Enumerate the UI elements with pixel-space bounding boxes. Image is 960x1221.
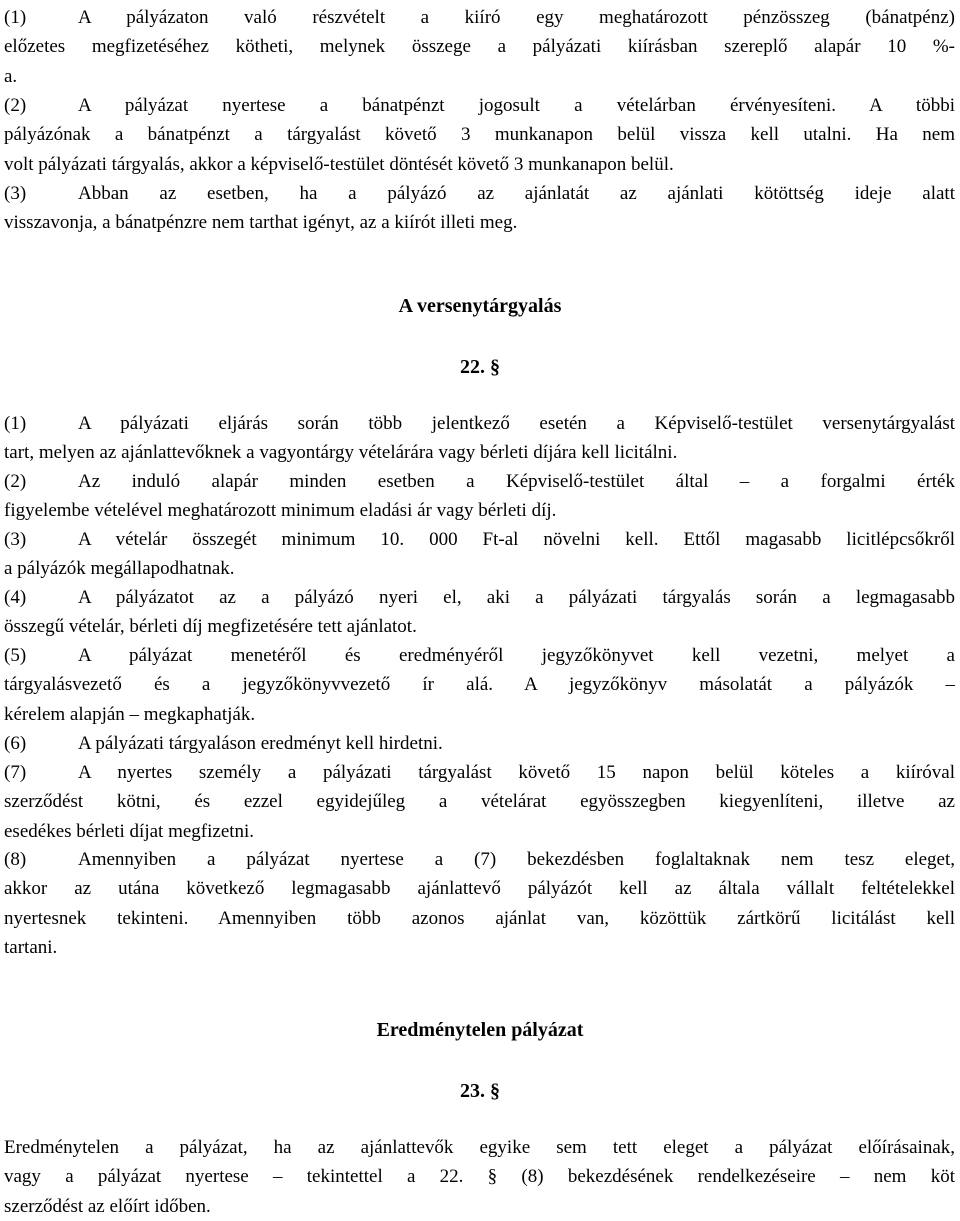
paragraph-text: tart, melyen az ajánlattevőknek a vagyontárgy vételárára vagy bérleti díjára kell licitálni. — [4, 442, 678, 464]
paragraph-text: a. — [4, 65, 18, 87]
paragraph-number: (1) — [4, 7, 27, 28]
paragraph-text: szerződést kötni, és ezzel egyidejűleg a vételárat egyösszegben kiegyenlíteni, illetve az — [4, 791, 955, 813]
paragraph-text: tartani. — [4, 936, 58, 958]
paragraph-text: kérelem alapján – megkaphatják. — [4, 703, 256, 725]
paragraph-text: A pályázaton való részvételt a kiíró egy meghatározott pénzösszeg (bánatpénz) — [78, 7, 955, 28]
paragraph-bid-bond-2 — [4, 91, 955, 179]
paragraph-text: figyelembe vételével meghatározott minimum eladási ár vagy bérleti díj. — [4, 500, 557, 522]
paragraph-number: (1) — [4, 413, 27, 434]
paragraph-22-1 — [4, 409, 955, 468]
paragraph-text: esedékes bérleti díjat megfizetni. — [4, 820, 255, 842]
paragraph-text: Abban az esetben, ha a pályázó az ajánlatát az ajánlati kötöttség ideje alatt — [78, 183, 955, 204]
paragraph-text: a pályázók megállapodhatnak. — [4, 558, 235, 580]
paragraph-text: előzetes megfizetéséhez kötheti, melynek összege a pályázati kiírásban szereplő alapár 10 %- — [4, 36, 955, 58]
paragraph-text: A vételár összegét minimum 10. 000 Ft-al növelni kell. Ettől magasabb licitlépcsőkről — [78, 529, 955, 550]
paragraph-text: vagy a pályázat nyertese – tekintettel a 22. § (8) bekezdésének rendelkezéseire – nem köt — [4, 1166, 955, 1188]
section-number: 22. § — [460, 356, 500, 378]
paragraph-number: (2) — [4, 95, 27, 116]
paragraph-22-3 — [4, 525, 955, 584]
paragraph-text: tárgyalásvezető és a jegyzőkönyvvezető ír alá. A jegyzőkönyv másolatát a pályázók – — [4, 674, 955, 696]
paragraph-text: pályázónak a bánatpénzt a tárgyalást követő 3 munkanapon belül vissza kell utalni. Ha nem — [4, 124, 955, 146]
paragraph-text: A nyertes személy a pályázati tárgyalást követő 15 napon belül köteles a kiíróval — [78, 762, 955, 783]
paragraph-text: A pályázatot az a pályázó nyeri el, aki a pályázati tárgyalás során a legmagasabb — [78, 587, 955, 608]
section-number: 23. § — [460, 1080, 500, 1102]
paragraph-number: (4) — [4, 587, 27, 608]
paragraph-number: (2) — [4, 471, 27, 492]
paragraph-23-1 — [4, 1133, 955, 1221]
paragraph-22-5 — [4, 641, 955, 729]
paragraph-number: (5) — [4, 645, 27, 666]
paragraph-number: (8) — [4, 849, 27, 870]
paragraph-text: nyertesnek tekinteni. Amennyiben több azonos ajánlat van, közöttük zártkörű licitálást kell — [4, 907, 955, 929]
paragraph-number: (6) — [4, 733, 27, 754]
paragraph-text: A pályázati eljárás során több jelentkező esetén a Képviselő-testület versenytárgyalást — [78, 413, 955, 434]
paragraph-number: (3) — [4, 183, 27, 204]
paragraph-22-6 — [4, 729, 955, 758]
paragraph-text: Az induló alapár minden esetben a Képviselő-testület által – a forgalmi érték — [78, 471, 955, 492]
section-title: A versenytárgyalás — [398, 295, 562, 317]
paragraph-22-7 — [4, 758, 955, 846]
paragraph-text: A pályázati tárgyaláson eredményt kell hirdetni. — [78, 733, 443, 754]
paragraph-text: visszavonja, a bánatpénzre nem tarthat igényt, az a kiírót illeti meg. — [4, 212, 518, 234]
paragraph-number: (7) — [4, 762, 27, 783]
paragraph-text: szerződést az előírt időben. — [4, 1195, 211, 1217]
paragraph-text: A pályázat menetéről és eredményéről jegyzőkönyvet kell vezetni, melyet a — [78, 645, 955, 666]
paragraph-text: volt pályázati tárgyalás, akkor a képviselő-testület döntését követő 3 munkanapon belül. — [4, 153, 674, 175]
paragraph-text: A pályázat nyertese a bánatpénzt jogosult a vételárban érvényesíteni. A többi — [78, 95, 955, 116]
paragraph-22-2 — [4, 467, 955, 526]
paragraph-number: (3) — [4, 529, 27, 550]
paragraph-bid-bond-1 — [4, 3, 955, 91]
paragraph-text: akkor az utána következő legmagasabb ajánlattevő pályázót kell az általa vállalt feltételekkel — [4, 878, 955, 900]
paragraph-text: Eredménytelen a pályázat, ha az ajánlattevők egyike sem tett eleget a pályázat előírásainak, — [4, 1137, 955, 1158]
paragraph-22-8 — [4, 845, 955, 962]
paragraph-bid-bond-3 — [4, 179, 955, 238]
paragraph-22-4 — [4, 583, 955, 642]
paragraph-text: Amennyiben a pályázat nyertese a (7) bekezdésben foglaltaknak nem tesz eleget, — [78, 849, 955, 870]
section-title: Eredménytelen pályázat — [376, 1019, 584, 1041]
paragraph-text: összegű vételár, bérleti díj megfizetésére tett ajánlatot. — [4, 616, 417, 638]
